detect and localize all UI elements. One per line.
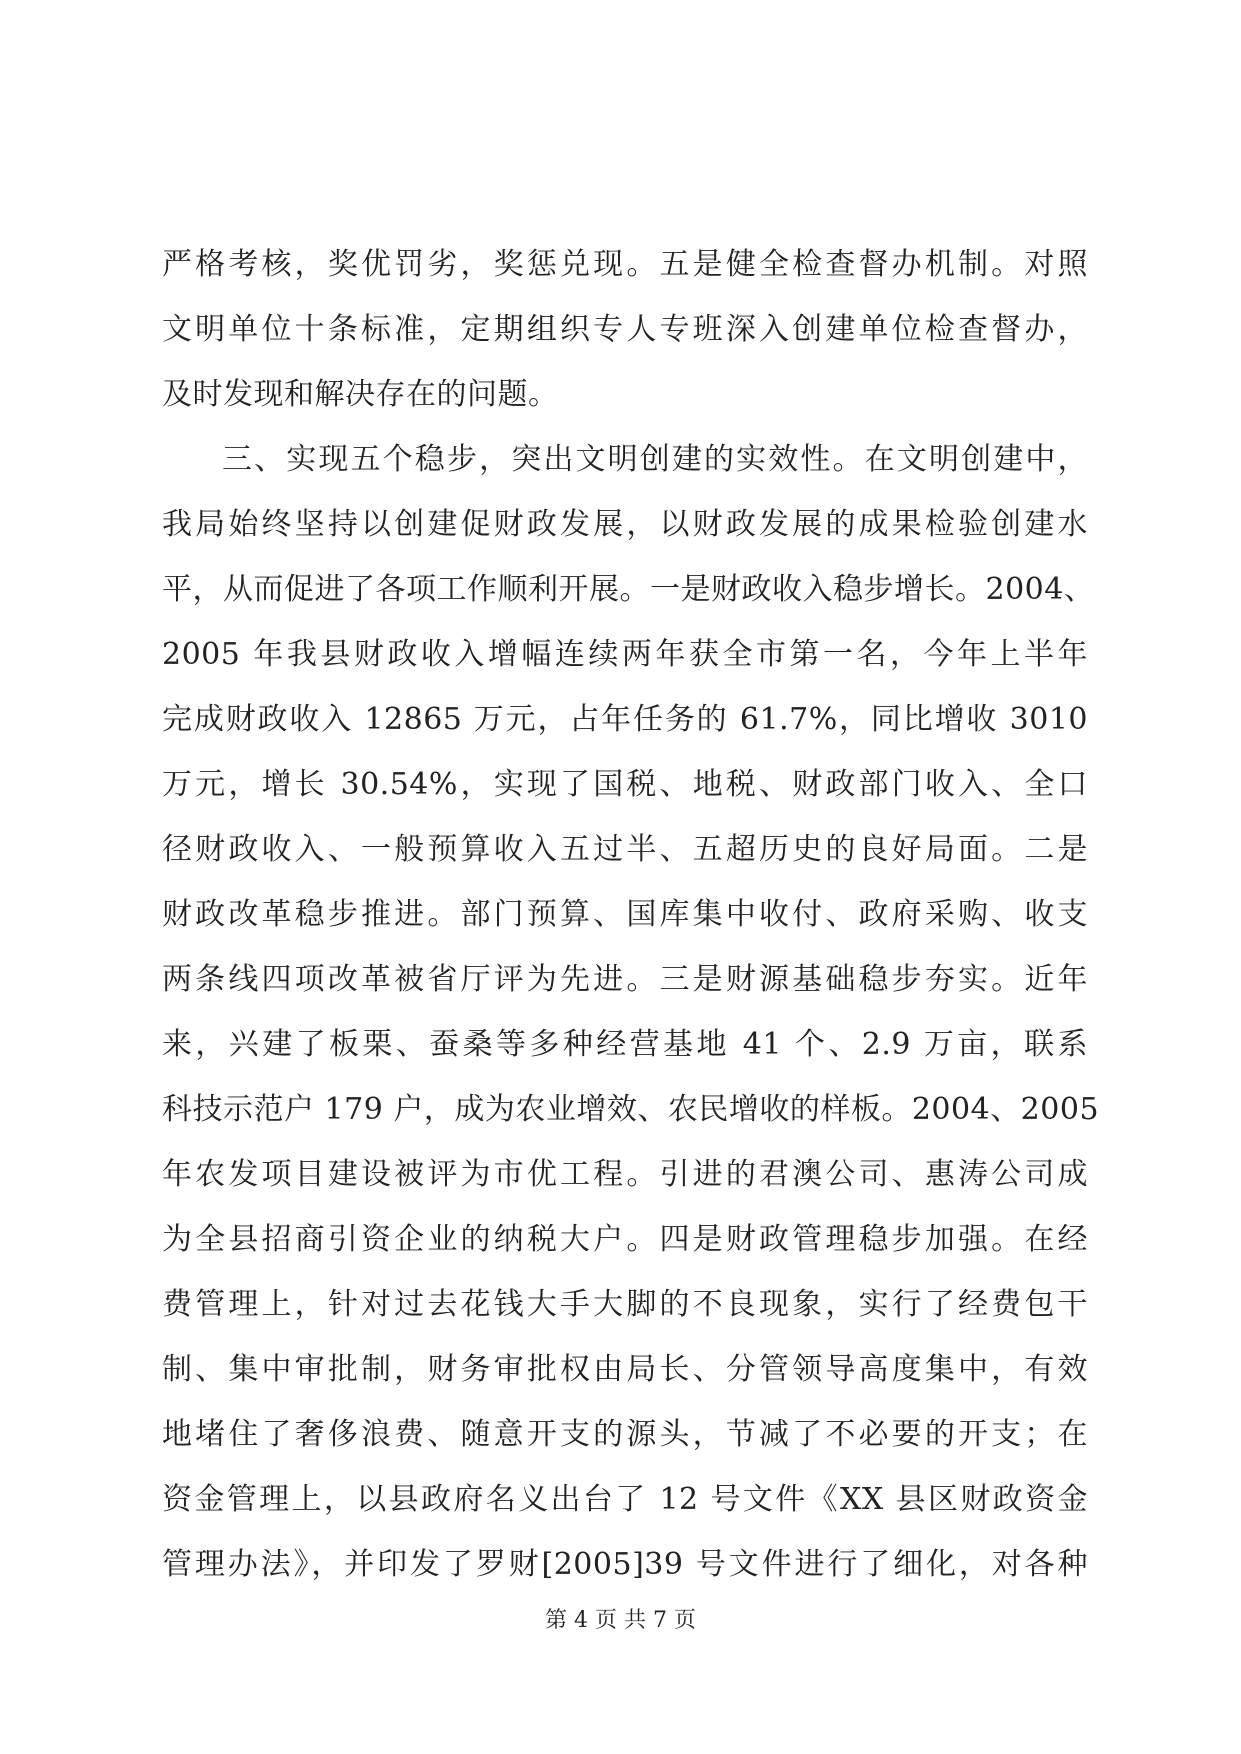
text-line: 管理办法》，并印发了罗财[2005]39 号文件进行了细化，对各种 <box>162 1547 1088 1582</box>
text-line: 财政改革稳步推进。部门预算、国库集中收付、政府采购、收支 <box>162 897 1088 932</box>
body-text <box>162 232 1100 1597</box>
text-line: 及时发现和解决存在的问题。 <box>162 377 559 412</box>
text-line: 我局始终坚持以创建促财政发展，以财政发展的成果检验创建水 <box>162 507 1088 542</box>
text-line: 为全县招商引资企业的纳税大户。四是财政管理稳步加强。在经 <box>162 1222 1088 1257</box>
text-line: 两条线四项改革被省厅评为先进。三是财源基础稳步夯实。近年 <box>162 962 1088 997</box>
text-line: 费管理上，针对过去花钱大手大脚的不良现象，实行了经费包干 <box>162 1287 1088 1322</box>
text-line: 科技示范户 179 户，成为农业增效、农民增收的样板。2004、2005 <box>162 1092 1100 1127</box>
text-line: 年农发项目建设被评为市优工程。引进的君澳公司、惠涛公司成 <box>162 1157 1088 1192</box>
text-line: 制、集中审批制，财务审批权由局长、分管领导高度集中，有效 <box>162 1352 1088 1387</box>
text-line: 资金管理上，以县政府名义出台了 12 号文件《XX 县区财政资金 <box>162 1482 1088 1517</box>
text-line: 2005 年我县财政收入增幅连续两年获全市第一名，今年上半年 <box>162 637 1088 672</box>
text-line: 万元，增长 30.54%，实现了国税、地税、财政部门收入、全口 <box>162 767 1088 802</box>
text-line: 平，从而促进了各项工作顺利开展。一是财政收入稳步增长。2004、 <box>162 572 1095 607</box>
text-line: 来，兴建了板栗、蚕桑等多种经营基地 41 个、2.9 万亩，联系 <box>162 1027 1088 1062</box>
text-line: 径财政收入、一般预算收入五过半、五超历史的良好局面。二是 <box>162 832 1088 867</box>
paragraph-start-line: 三、实现五个稳步，突出文明创建的实效性。在文明创建中， <box>222 442 1088 477</box>
text-line: 完成财政收入 12865 万元，占年任务的 61.7%，同比增收 3010 <box>162 702 1088 737</box>
text-line: 文明单位十条标准，定期组织专人专班深入创建单位检查督办， <box>162 312 1088 347</box>
text-line: 严格考核，奖优罚劣，奖惩兑现。五是健全检查督办机制。对照 <box>162 247 1088 282</box>
text-line: 地堵住了奢侈浪费、随意开支的源头，节减了不必要的开支；在 <box>162 1417 1088 1452</box>
page-number-footer: 第 4 页 共 7 页 <box>545 1608 696 1633</box>
